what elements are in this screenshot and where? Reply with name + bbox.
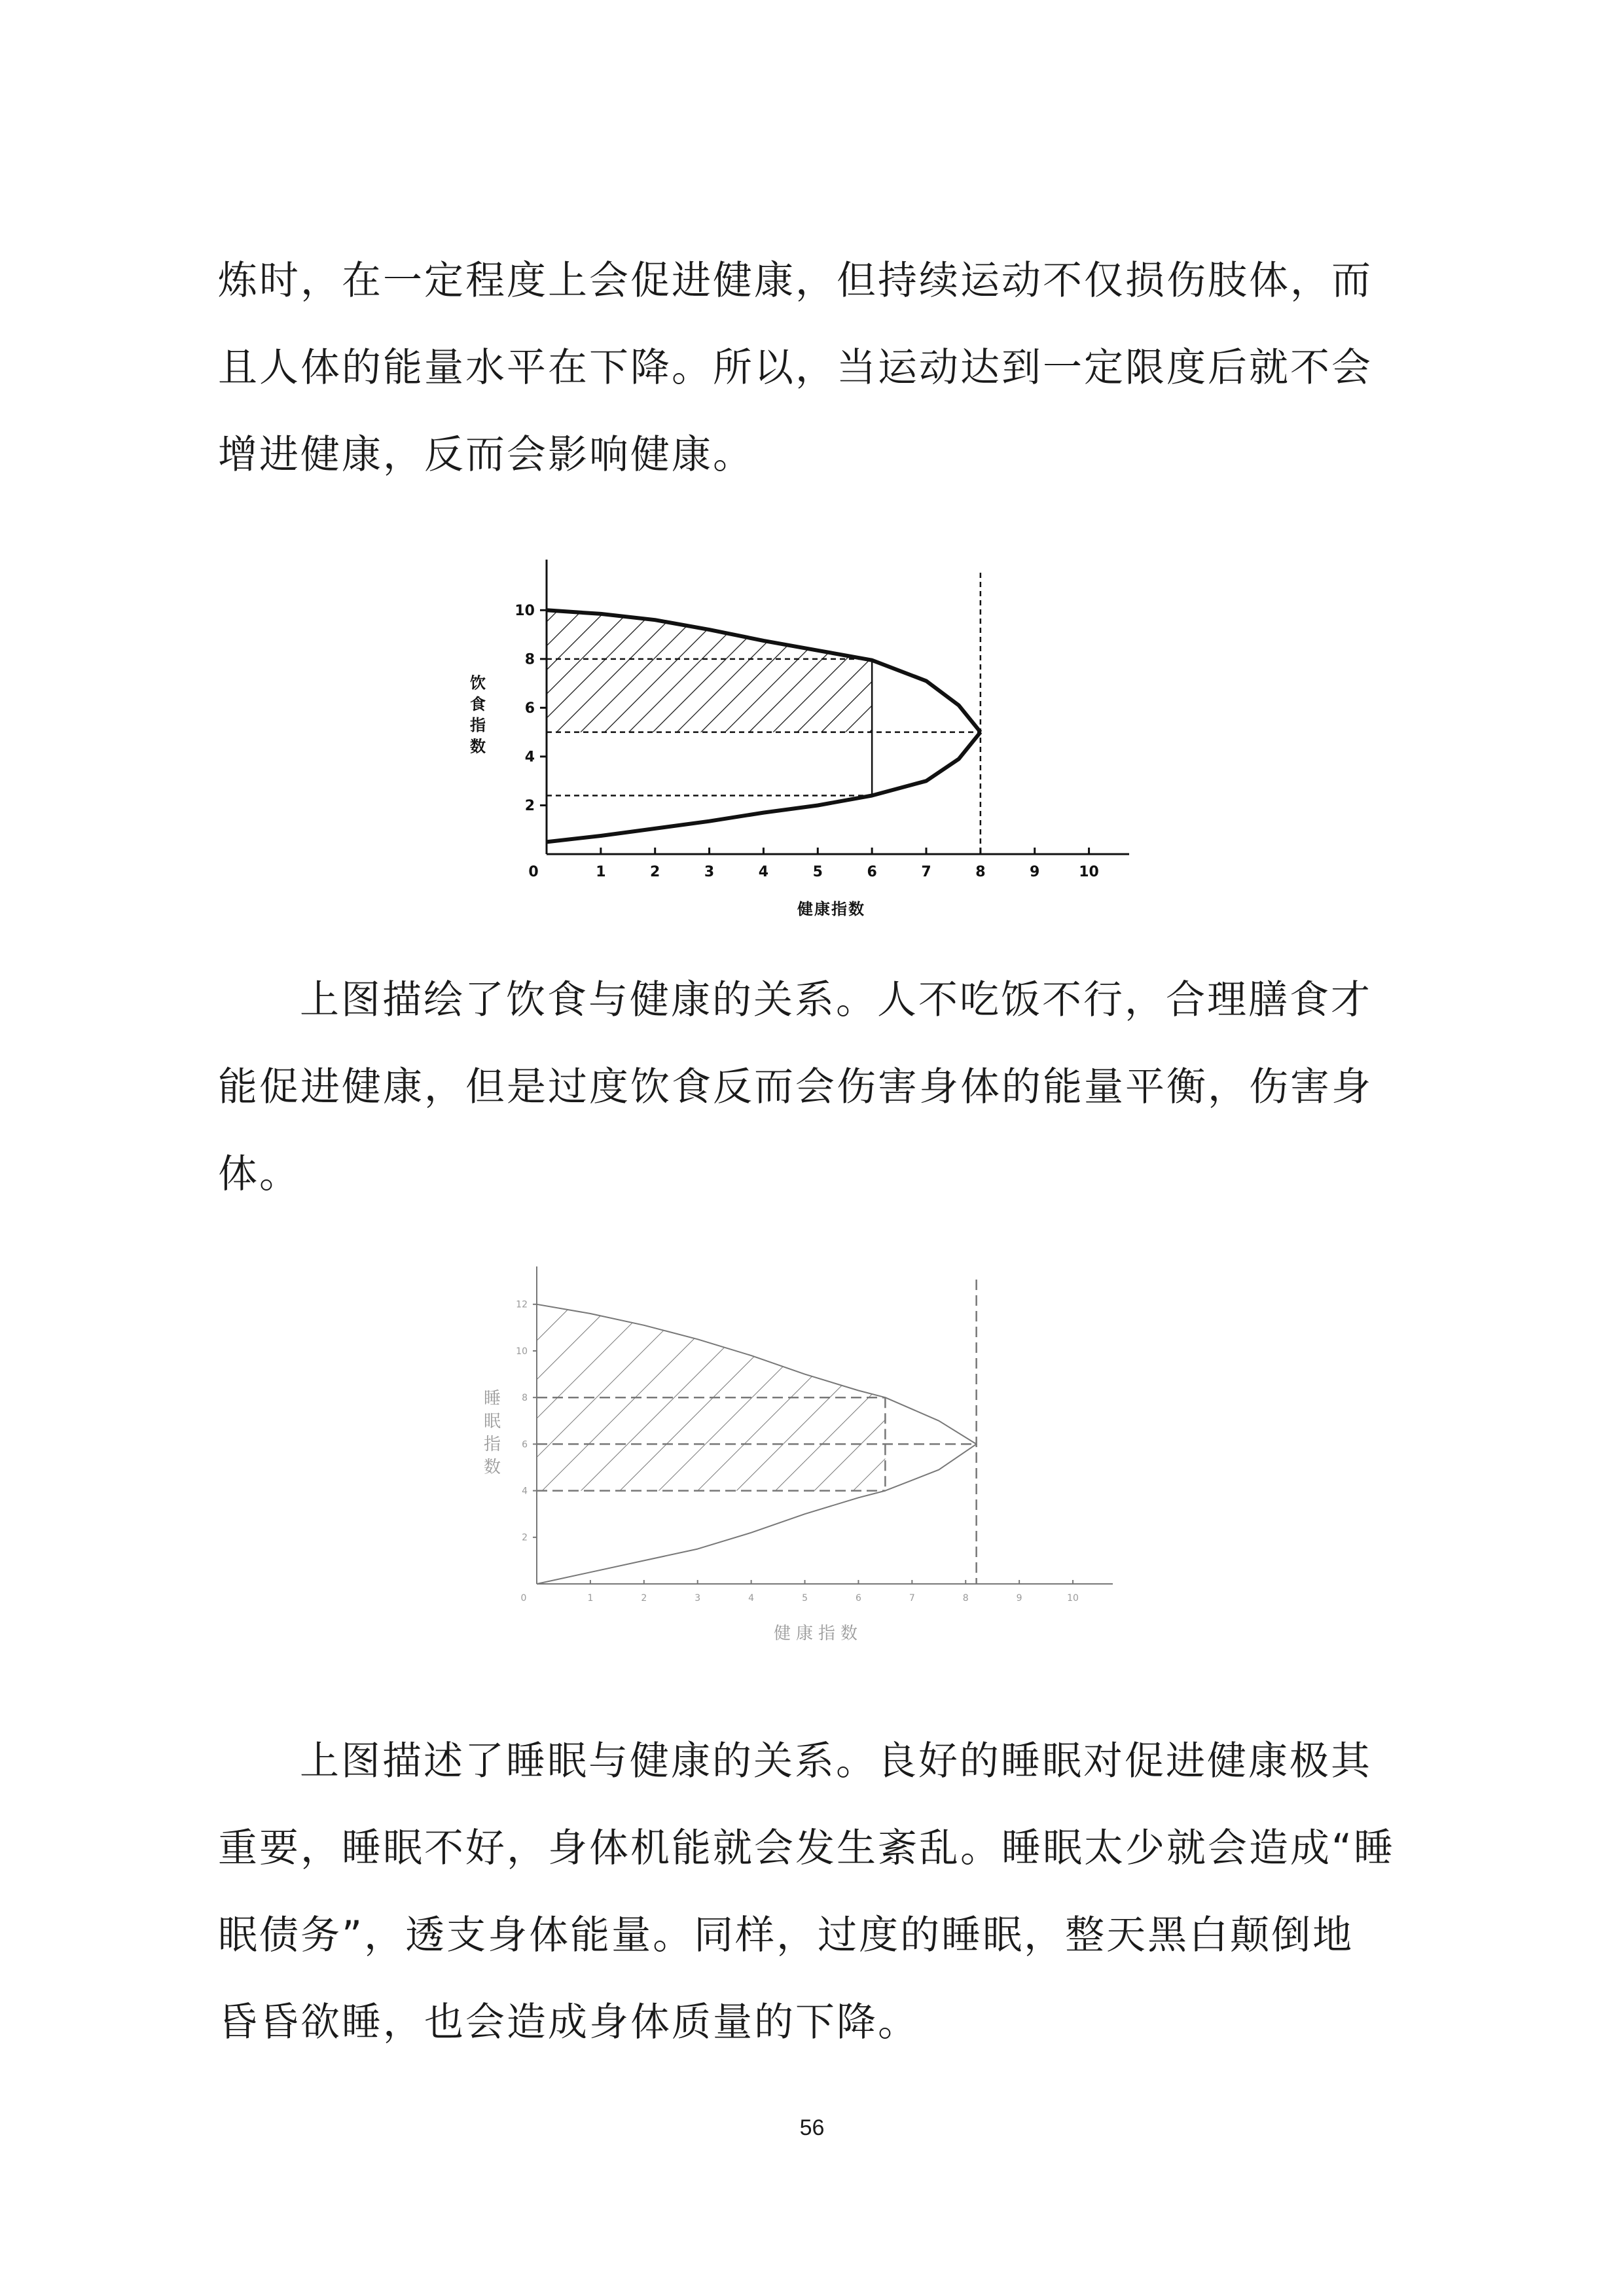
curve-series-1 <box>547 732 981 842</box>
x-tick-label: 5 <box>812 864 823 880</box>
x-tick-label: 1 <box>596 864 606 880</box>
x-tick-label: 2 <box>641 1593 647 1604</box>
text-line: 体。 <box>218 1151 300 1197</box>
paragraph-diet <box>218 957 1422 1218</box>
text-line: 上图描绘了饮食与健康的关系。人不吃饭不行，合理膳食才 <box>300 977 1372 1023</box>
x-tick-label: 8 <box>962 1593 969 1604</box>
x-tick-label: 6 <box>855 1593 861 1604</box>
x-tick-label: 2 <box>650 864 660 880</box>
text-line: 炼时，在一定程度上会促进健康，但持续运动不仅损伤肢体，而 <box>218 258 1373 304</box>
y-tick-label: 6 <box>522 1439 528 1450</box>
text-line: 增进健康，反而会影响健康。 <box>218 432 754 478</box>
y-tick-label: 10 <box>516 1346 528 1357</box>
paragraph-sleep <box>218 1718 1422 2066</box>
x-tick-label: 0 <box>520 1593 527 1604</box>
y-tick-label: 10 <box>514 602 535 619</box>
y-tick-label: 4 <box>522 1486 528 1497</box>
y-tick-label: 2 <box>522 1532 528 1543</box>
text-line: 且人体的能量水平在下降。所以，当运动达到一定限度后就不会 <box>218 345 1373 391</box>
y-tick-label: 12 <box>516 1299 528 1310</box>
text-line: 能促进健康，但是过度饮食反而会伤害身体的能量平衡，伤害身 <box>218 1064 1373 1110</box>
diet-health-chart <box>452 524 1146 923</box>
sleep-health-chart <box>478 1244 1119 1643</box>
x-tick-label: 9 <box>1016 1593 1022 1604</box>
text-line: 眠债务”，透支身体能量。同样，过度的睡眠，整天黑白颠倒地 <box>218 1912 1354 1958</box>
x-tick-label: 3 <box>704 864 715 880</box>
x-axis-label: 健康指数 <box>773 1624 863 1643</box>
x-axis-label: 健康指数 <box>797 900 865 918</box>
paragraph-exercise <box>218 238 1422 499</box>
y-tick-label: 4 <box>524 749 535 766</box>
y-tick-label: 6 <box>524 700 535 717</box>
x-tick-label: 9 <box>1030 864 1040 880</box>
y-tick-label: 8 <box>524 651 535 668</box>
y-tick-label: 2 <box>524 798 535 815</box>
x-tick-label: 0 <box>528 864 539 880</box>
y-axis-label: 睡眠指数 <box>483 1388 501 1478</box>
x-tick-label: 3 <box>695 1593 701 1604</box>
text-line: 昏昏欲睡，也会造成身体质量的下降。 <box>218 2000 919 2045</box>
text-line: 重要，睡眠不好，身体机能就会发生紊乱。睡眠太少就会造成“睡 <box>218 1825 1396 1871</box>
x-tick-label: 7 <box>909 1593 915 1604</box>
text-line: 上图描述了睡眠与健康的关系。良好的睡眠对促进健康极其 <box>300 1738 1372 1784</box>
x-tick-label: 10 <box>1079 864 1099 880</box>
y-tick-label: 8 <box>522 1393 528 1404</box>
x-tick-label: 10 <box>1067 1593 1079 1604</box>
x-tick-label: 8 <box>975 864 986 880</box>
y-axis-label: 饮食指数 <box>470 673 486 756</box>
x-tick-label: 7 <box>921 864 931 880</box>
x-tick-label: 4 <box>748 1593 755 1604</box>
x-tick-label: 6 <box>867 864 877 880</box>
x-tick-label: 4 <box>758 864 769 880</box>
x-tick-label: 1 <box>587 1593 594 1604</box>
x-tick-label: 5 <box>802 1593 808 1604</box>
page-number: 56 <box>799 2115 825 2140</box>
